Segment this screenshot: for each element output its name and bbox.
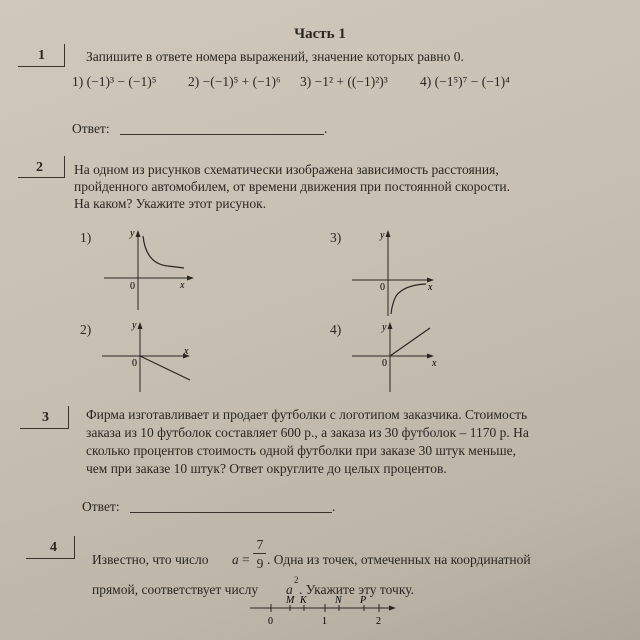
tick-2-label: 2 bbox=[376, 616, 381, 627]
graph-3[interactable] bbox=[348, 226, 448, 318]
graph-3-x-label: x bbox=[428, 282, 433, 293]
q4-line-1-end: . Одна из точек, отмеченных на координатной bbox=[267, 552, 531, 567]
point-k-label: K bbox=[300, 595, 307, 606]
q1-answer-dot: . bbox=[324, 121, 328, 136]
graph-2-y-label: y bbox=[132, 320, 137, 331]
q3-answer-label: Ответ: bbox=[82, 499, 120, 514]
q4-var-a2: a bbox=[286, 582, 293, 597]
q1-number: 1 bbox=[38, 48, 45, 63]
point-m-label: M bbox=[286, 595, 295, 606]
graph-1-x-label: x bbox=[180, 280, 185, 291]
q4-superscript: 2 bbox=[294, 575, 299, 585]
graph-2-label: 2) bbox=[80, 322, 92, 337]
q3-line-1: Фирма изготавливает и продает футболки с логотипом заказчика. Стоимость bbox=[86, 407, 528, 422]
graph-4-x-label: x bbox=[432, 358, 437, 369]
point-n-label: N bbox=[335, 595, 342, 606]
number-line bbox=[246, 594, 406, 630]
graph-1-y-label: y bbox=[130, 228, 135, 239]
q2-number-bar bbox=[64, 156, 65, 178]
q4-number-bar bbox=[74, 536, 75, 559]
q3-line-3: сколько процентов стоимость одной футболки при заказе 30 штук меньше, bbox=[86, 443, 516, 458]
q4-line-2-end: . Укажите эту точку. bbox=[299, 582, 414, 597]
part-title: Часть 1 bbox=[294, 26, 346, 42]
point-p-label: P bbox=[360, 595, 367, 606]
q4-fraction-numerator: 7 bbox=[256, 537, 264, 552]
q3-line-2: заказа из 10 футболок составляет 600 р., а заказа из 30 футболок – 1170 р. На bbox=[86, 425, 529, 440]
graph-3-y-label: y bbox=[380, 230, 385, 241]
graph-4[interactable] bbox=[348, 316, 448, 396]
q4-line-1-start: Известно, что число bbox=[92, 552, 209, 567]
q3-line-4: чем при заказе 10 штук? Ответ округлите до целых процентов. bbox=[86, 461, 447, 476]
q3-answer-dot: . bbox=[332, 499, 336, 514]
q2-line-2: пройденного автомобилем, от времени движения при постоянной скорости. bbox=[74, 179, 510, 194]
graph-4-origin: 0 bbox=[382, 358, 387, 369]
graph-2-line bbox=[140, 356, 190, 380]
tick-1-label: 1 bbox=[322, 616, 327, 627]
graph-3-y-arrow bbox=[386, 230, 391, 237]
graph-4-y-label: y bbox=[382, 322, 387, 333]
graph-3-label: 3) bbox=[330, 230, 342, 245]
q1-answer-label: Ответ: bbox=[72, 121, 110, 136]
graph-1[interactable] bbox=[96, 226, 206, 314]
q1-text: Запишите в ответе номера выражений, значение которых равно 0. bbox=[86, 49, 464, 64]
graph-1-label: 1) bbox=[80, 230, 92, 245]
q1-option-3: 3) −1² + ((−1)²)³ bbox=[300, 74, 388, 89]
q1-number-bar bbox=[64, 44, 65, 67]
q1-number-underline bbox=[18, 66, 64, 67]
tick-0-label: 0 bbox=[268, 616, 273, 627]
graph-4-y-arrow bbox=[388, 322, 393, 329]
graph-2-y-arrow bbox=[138, 322, 143, 329]
graph-3-curve bbox=[391, 284, 426, 314]
q2-line-3: На каком? Укажите этот рисунок. bbox=[74, 196, 267, 211]
q4-number: 4 bbox=[50, 540, 57, 555]
q4-equals: = bbox=[242, 552, 250, 567]
q4-fraction-bar bbox=[253, 553, 266, 554]
graph-1-origin: 0 bbox=[130, 281, 135, 292]
q4-var-a: a bbox=[232, 552, 239, 567]
q4-fraction-denominator: 9 bbox=[256, 556, 264, 571]
q1-option-1: 1) (−1)³ − (−1)⁵ bbox=[72, 74, 157, 89]
graph-4-label: 4) bbox=[330, 322, 342, 337]
q1-option-4: 4) (−1⁵)⁷ − (−1)⁴ bbox=[420, 74, 510, 89]
graph-2-x-label: x bbox=[184, 346, 189, 357]
graph-1-y-arrow bbox=[136, 230, 141, 237]
number-line-arrow bbox=[389, 606, 396, 611]
q3-answer-field[interactable] bbox=[130, 512, 332, 513]
graph-1-x-arrow bbox=[187, 276, 194, 281]
graph-4-line bbox=[390, 328, 430, 356]
q1-option-2: 2) −(−1)⁵ + (−1)⁶ bbox=[188, 74, 281, 89]
graph-2[interactable] bbox=[96, 318, 206, 396]
q3-number: 3 bbox=[42, 410, 49, 425]
q3-number-underline bbox=[20, 428, 68, 429]
q4-number-underline bbox=[26, 558, 74, 559]
q2-number: 2 bbox=[36, 160, 43, 175]
graph-3-origin: 0 bbox=[380, 282, 385, 293]
graph-1-curve bbox=[143, 236, 184, 268]
q1-answer-field[interactable] bbox=[120, 134, 324, 135]
q2-line-1: На одном из рисунков схематически изображена зависимость расстояния, bbox=[74, 162, 499, 177]
q2-number-underline bbox=[18, 177, 64, 178]
q4-line-2-start: прямой, соответствует числу bbox=[92, 582, 259, 597]
q3-number-bar bbox=[68, 406, 69, 429]
graph-2-origin: 0 bbox=[132, 358, 137, 369]
